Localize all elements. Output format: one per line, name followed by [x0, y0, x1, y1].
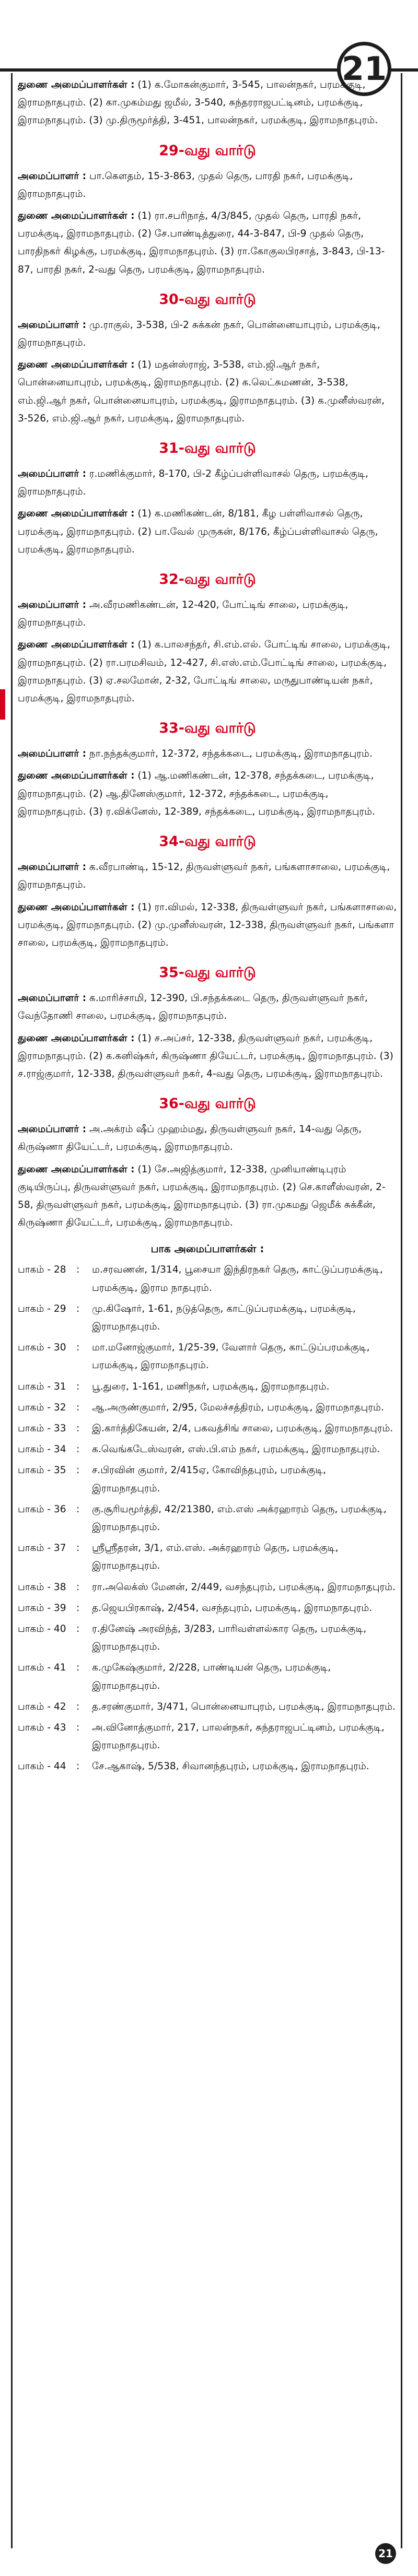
left-column-rule: [11, 73, 13, 2548]
role-label: துணை அமைப்பாளர்கள் :: [18, 770, 135, 782]
booth-number: பாகம் - 33: [18, 1422, 66, 1434]
entry-text: (1) க.மோகன்குமார், 3-545, பாலன்நகர், பரமக்குடி, இராமநாதபுரம். (2) கா.முகம்மது ஜமீல், 3-540, சுந்தரராஜபட்டினம், பரமக்குடி, இராமநாதபுரம். (3) மு.திருமூர்த்தி, 3-451, பாலன்நகர், பரமக்குடி, இராமநாதபுரம்.: [18, 79, 378, 126]
role-label: துணை அமைப்பாளர்கள் :: [18, 901, 135, 913]
booth-person: பூ.துரை, 1-161, மணிநகர், பரமக்குடி, இராமநாதபுரம்.: [92, 1381, 330, 1392]
ward-heading: 30-வது வார்டு: [159, 291, 256, 308]
spacer: [18, 428, 397, 432]
spacer: [18, 1776, 397, 1779]
office-bearer-entry: [18, 1030, 397, 1084]
office-bearer-entry: [18, 767, 397, 821]
booth-person: ர.தினேஷ் அரவிந்த், 3/283, பாரிவள்ளல்கார தெரு, பரமக்குடி, இராமநாதபுரம்.: [92, 1624, 367, 1653]
office-bearer-entry: [18, 1161, 397, 1232]
role-label: துணை அமைப்பாளர்கள் :: [18, 639, 135, 651]
booth-row: [18, 1501, 397, 1536]
entry-text: நா.நந்தக்குமார், 12-372, சந்தக்கடை, பரமக்குடி, இராமநாதபுரம்.: [86, 748, 373, 760]
ward-heading: 35-வது வார்டு: [159, 964, 256, 981]
office-bearer-entry: [18, 899, 397, 952]
spacer: [18, 352, 397, 356]
booth-number: பாகம் - 44: [18, 1761, 66, 1772]
spacer: [18, 1232, 397, 1236]
spacer: [18, 821, 397, 825]
booth-separator: :: [76, 1602, 80, 1614]
booth-separator: :: [76, 1503, 80, 1515]
office-bearer-entry: [18, 505, 397, 559]
booth-row: [18, 1719, 397, 1755]
booth-person: அ.வினோத்குமார், 217, பாலன்நகர், சுந்தராஜபட்டினம், பரமக்குடி, இராமநாதபுரம்.: [92, 1722, 385, 1751]
office-bearer-entry: [18, 76, 397, 130]
booth-person: மு.கிஷோர், 1-61, நடுத்தெரு, காட்டுப்பரமக்குடி, பரமக்குடி, இராமநாதபுரம்.: [92, 1303, 356, 1332]
office-bearer-entry: [18, 316, 397, 352]
booth-number: பாகம் - 32: [18, 1402, 66, 1413]
role-label: துணை அமைப்பாளர்கள் :: [18, 79, 135, 90]
booth-person: கு.சூரியமூர்த்தி, 42/21380, எம்.எஸ் அக்ரஹாரம் தெரு, பரமக்குடி, இராமநாதபுரம்.: [92, 1503, 387, 1533]
entry-text: (1) க.பாலசந்தர், சி.எம்.எல். போட்டிங் சாலை, பரமக்குடி, இராமநாதபுரம். (2) ரா.பரமசிவம், 12-427, சி.எஸ்.எம்.போட்டிங் சாலை, பரமக்குடி, இராமநாதபுரம். (3) ஏ.சலமோன், 2-32, போட்டிங் சாலை, மருதுபாண்டியன் நகர், பரமக்குடி, இராமநாதபுரம்.: [18, 639, 390, 704]
role-label: அமைப்பாளர் :: [18, 170, 87, 182]
booth-separator: :: [76, 1381, 80, 1392]
booth-separator: :: [76, 1624, 80, 1634]
booth-person: சே.ஆகாஷ், 5/538, சிவானந்தபுரம், பரமக்குடி, இராமநாதபுரம்.: [92, 1761, 369, 1772]
office-bearer-entry: [18, 1121, 397, 1156]
role-label: அமைப்பாளர் :: [18, 319, 87, 331]
entry-text: (1) சே.அஜித்குமார், 12-338, முனியாண்டிபுரம் குடியிருப்பு, திருவள்ளுவர் நகர், பரமக்குடி, இராமநாதபுரம். (2) செ.காளீஸ்வரன், 2-58, திருவள்ளுவர் நகர், பரமக்குடி, இராமநாதபுரம். (3) ரா.முகமது ஜெமீக் சுக்கீன், கிருஷ்ணா தியேட்டர், பரமக்குடி, இராமநாதபுரம்.: [18, 1163, 386, 1229]
office-bearer-entry: [18, 858, 397, 894]
spacer: [18, 1157, 397, 1161]
booth-row: [18, 1399, 397, 1417]
role-label: அமைப்பாளர் :: [18, 748, 87, 760]
role-label: அமைப்பாளர் :: [18, 862, 87, 873]
booth-person: ஆ.அருண்குமார், 2/95, மேலச்சத்திரம், பரமக்குடி, இராமநாதபுரம்.: [92, 1402, 384, 1413]
footer-page-number: 21: [375, 2543, 396, 2564]
booth-separator: :: [76, 1761, 80, 1772]
booth-person: த.ஜெயபிரகாஷ், 2/454, வசந்தபுரம், பரமக்குடி, இராமநாதபுரம்.: [92, 1602, 373, 1614]
booth-row: [18, 1539, 397, 1575]
role-label: அமைப்பாளர் :: [18, 599, 87, 611]
ward-heading: 31-வது வார்டு: [159, 440, 256, 457]
spacer: [18, 279, 397, 283]
booth-separator: :: [76, 1662, 80, 1674]
booth-person: ம.சரவணன், 1/314, பூசையா இந்திரநகர் தெரு, காட்டுப்பரமக்குடி, பரமக்குடி, இராம நாதபுரம்.: [92, 1264, 383, 1293]
booth-number: பாகம் - 41: [18, 1662, 66, 1674]
booth-separator: :: [76, 1465, 80, 1476]
office-bearer-entry: [18, 596, 397, 632]
booth-row: [18, 1339, 397, 1374]
booth-row: [18, 1300, 397, 1336]
booth-person: மா.மனோஜ்குமார், 1/25-39, வேளார் தெரு, காட்டுப்பரமக்குடி, பரமக்குடி, இராமநாதபுரம்.: [92, 1342, 370, 1371]
office-bearer-entry: [18, 356, 397, 428]
booth-row: [18, 1620, 397, 1656]
booth-separator: :: [76, 1264, 80, 1276]
spacer: [18, 130, 397, 134]
spacer: [18, 952, 397, 956]
office-bearer-entry: [18, 168, 397, 203]
booth-row: [18, 1378, 397, 1396]
booth-separator: :: [76, 1303, 80, 1314]
role-label: துணை அமைப்பாளர்கள் :: [18, 210, 135, 222]
office-bearer-entry: [18, 745, 397, 763]
booth-row: [18, 1462, 397, 1497]
entry-text: (1) ச.அப்சர், 12-338, திருவள்ளுவர் நகர், பரமக்குடி, இராமநாதபுரம். (2) க.கனிஷ்கர், கிருஷ்ணா தியேட்டர், பரமக்குடி, இராமநாதபுரம். (3) ச.ராஜ்குமார், 12-338, திருவள்ளுவர் நகர், 4-வது தெரு, பரமக்குடி, இராமநாதபுரம்.: [18, 1032, 393, 1079]
role-label: அமைப்பாளர் :: [18, 993, 87, 1004]
booth-person: ஸ்ரீஸ்ரீதரன், 3/1, எம்.எஸ். அக்ரஹாரம் தெரு, பரமக்குடி, இராமநாதபுரம்.: [92, 1543, 339, 1572]
role-label: துணை அமைப்பாளர்கள் :: [18, 359, 135, 371]
booth-person: த.சரண்குமார், 3/471, பொன்னையாபுரம், பரமக்குடி, இராமநாதபுரம்.: [92, 1701, 396, 1712]
booth-separator: :: [76, 1402, 80, 1413]
booth-number: பாகம் - 39: [18, 1602, 66, 1614]
booth-number: பாகம் - 36: [18, 1503, 66, 1515]
role-label: துணை அமைப்பாளர்கள் :: [18, 508, 135, 520]
booth-separator: :: [76, 1701, 80, 1712]
spacer: [18, 1083, 397, 1087]
spacer: [18, 632, 397, 636]
booth-separator: :: [76, 1444, 80, 1455]
ward-heading: 34-வது வார்டு: [159, 833, 256, 850]
booth-person: ச.பிரவின் குமார், 2/415ஏ, கோவிந்தபுரம், பரமக்குடி, இராமநாதபுரம்.: [92, 1465, 327, 1494]
booth-number: பாகம் - 31: [18, 1381, 66, 1392]
role-label: துணை அமைப்பாளர்கள் :: [18, 1163, 135, 1175]
booth-row: [18, 1659, 397, 1695]
booth-row: [18, 1758, 397, 1775]
booth-person: க.வெங்கடேஸ்வரன், எஸ்.பி.எம் நகர், பரமக்குடி, இராமநாதபுரம்.: [92, 1444, 380, 1455]
office-bearer-entry: [18, 207, 397, 279]
margin-marker: [0, 689, 5, 720]
booth-row: [18, 1441, 397, 1458]
ward-heading: 29-வது வார்டு: [159, 142, 256, 159]
entry-text: பா.கௌதம், 15-3-863, முதல் தெரு, பாரதி நகர், பரமக்குடி, இராமநாதபுரம்.: [18, 170, 353, 199]
booth-section-title: பாக அமைப்பாளர்கள் :: [150, 1242, 264, 1255]
booth-person: இ.கார்த்திகேயன், 2/4, பகவத்சிங் சாலை, பரமக்குடி, இராமநாதபுரம்.: [92, 1422, 393, 1434]
booth-number: பாகம் - 29: [18, 1303, 66, 1314]
booth-row: [18, 1698, 397, 1716]
booth-separator: :: [76, 1342, 80, 1354]
article-column: [18, 76, 397, 1779]
spacer: [18, 895, 397, 899]
page-number-badge: 21: [337, 42, 391, 96]
booth-number: பாகம் - 42: [18, 1701, 66, 1712]
entry-text: (1) ஆ.மணிகண்டன், 12-378, சந்தக்கடை, பரமக்குடி, இராமநாதபுரம். (2) ஆ.தினேஸ்குமார், 12-372, சந்தக்கடை, பரமக்குடி, இராமநாதபுரம். (3) ர.விக்னேஸ், 12-389, சந்தக்கடை, பரமக்குடி, இராமநாதபுரம்.: [18, 770, 375, 817]
booth-separator: :: [76, 1543, 80, 1554]
booth-row: [18, 1420, 397, 1438]
entry-text: அ.வீரமணிகண்டன், 12-420, போட்டிங் சாலை, பரமக்குடி, இராமநாதபுரம்.: [18, 599, 349, 629]
spacer: [18, 203, 397, 207]
booth-number: பாகம் - 35: [18, 1465, 66, 1476]
spacer: [18, 559, 397, 563]
entry-text: க.மாரிச்சாமி, 12-390, பி.சந்தக்கடை தெரு, திருவள்ளுவர் நகர், வேந்தோணி சாலை, பரமக்குடி, இராமநாதபுரம்.: [18, 993, 368, 1022]
booth-row: [18, 1599, 397, 1617]
booth-separator: :: [76, 1581, 80, 1593]
office-bearer-entry: [18, 465, 397, 501]
ward-heading: 33-வது வார்டு: [159, 720, 256, 737]
entry-text: ர.மணிக்குமார், 8-170, பி-2 கீழ்ப்பள்ளிவாசல் தெரு, பரமக்குடி, இராமநாதபுரம்.: [18, 468, 368, 498]
role-label: அமைப்பாளர் :: [18, 1124, 87, 1135]
entry-text: (1) க.மணிகண்டன், 8/181, கீழ பள்ளிவாசல் தெரு, பரமக்குடி, இராமநாதபுரம். (2) பா.வேல் முருகன், 8/176, கீழ்ப்பள்ளிவாசல் தெரு, பரமக்குடி, இராமநாதபுரம்.: [18, 508, 378, 555]
office-bearer-entry: [18, 636, 397, 708]
booth-number: பாகம் - 34: [18, 1444, 66, 1455]
entry-text: மு.ராகுல், 3-538, பி-2 சுக்கன் நகர், பொன்னையாபுரம், பரமக்குடி, இராமநாதபுரம்.: [18, 319, 380, 349]
booth-row: [18, 1261, 397, 1297]
booth-separator: :: [76, 1722, 80, 1734]
booth-person: க.முகேஷ்குமார், 2/228, பாண்டியன் தெரு, பரமக்குடி, இராமநாதபுரம்.: [92, 1662, 331, 1691]
right-column-rule: [401, 73, 402, 2548]
booth-number: பாகம் - 28: [18, 1264, 66, 1276]
office-bearer-entry: [18, 990, 397, 1025]
spacer: [18, 1026, 397, 1030]
role-label: அமைப்பாளர் :: [18, 468, 87, 480]
spacer: [18, 763, 397, 767]
booth-number: பாகம் - 38: [18, 1581, 66, 1593]
booth-number: பாகம் - 30: [18, 1342, 66, 1354]
booth-person: ரா.அலெக்ஸ் மேனன், 2/449, வசந்தபுரம், பரமக்குடி, இராமநாதபுரம்.: [92, 1581, 396, 1593]
entry-text: (1) மதன்ஸ்ராஜ், 3-538, எம்.ஜி.ஆர் நகர், பொன்னையாபுரம், பரமக்குடி, இராமநாதபுரம். (2) க.லெட்சுமணன், 3-538, எம்.ஜி.ஆர் நகர், பொன்னையாபுரம், பரமக்குடி, இராமநாதபுரம். (3) க.முனீஸ்வரன், 3-526, எம்.ஜி.ஆர் நகர், பரமக்குடி, இராமநாதபுரம்.: [18, 359, 385, 424]
spacer: [18, 708, 397, 712]
booth-separator: :: [76, 1422, 80, 1434]
entry-text: க.வீரபாண்டி, 15-12, திருவள்ளுவர் நகர், பங்களாசாலை, பரமக்குடி, இராமநாதபுரம்.: [18, 862, 390, 891]
booth-row: [18, 1579, 397, 1596]
booth-number: பாகம் - 37: [18, 1543, 66, 1554]
booth-number: பாகம் - 40: [18, 1624, 66, 1634]
ward-heading: 32-வது வார்டு: [159, 571, 256, 588]
entry-text: அ.அக்ரம் ஷீப் முஹம்மது, திருவள்ளுவர் நகர், 14-வது தெரு, கிருஷ்ணா தியேட்டர், பரமக்குடி, இராமநாதபுரம்.: [18, 1124, 362, 1153]
spacer: [18, 501, 397, 505]
entry-text: (1) ரா.விமல், 12-338, திருவள்ளுவர் நகர், பங்களாசாலை, பரமக்குடி, இராமநாதபுரம். (2) மு.முனீஸ்வரன், 12-338, திருவள்ளுவர் நகர், பங்களா சாலை, பரமக்குடி, இராமநாதபுரம்.: [18, 901, 397, 948]
entry-text: (1) ரா.சபரிநாத், 4/3/845, முதல் தெரு, பாரதி நகர், பரமக்குடி, இராமநாதபுரம். (2) சே.பாண்டித்துரை, 44-3-847, பி-9 முதல் தெரு, பாரதிநகர் கிழக்கு, பரமக்குடி, இராமநாதபுரம். (3) ரா.கோகுலபிரசாத், 3-843, பி-13-87, பாரதி நகர், 2-வது தெரு, பரமக்குடி, இராமநாதபுரம்.: [18, 210, 385, 275]
booth-number: பாகம் - 43: [18, 1722, 66, 1734]
role-label: துணை அமைப்பாளர்கள் :: [18, 1032, 135, 1044]
ward-heading: 36-வது வார்டு: [159, 1096, 256, 1112]
